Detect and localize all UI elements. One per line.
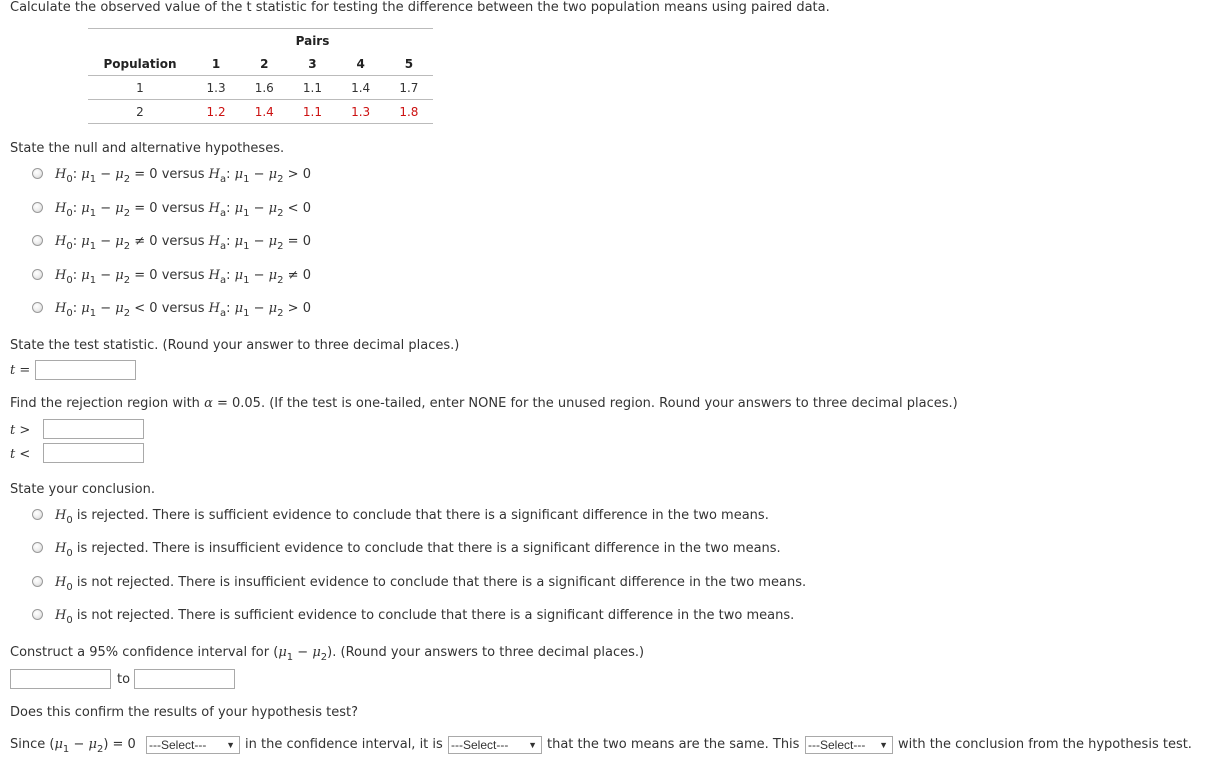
h-symbol: H — [55, 608, 67, 623]
subscript: a — [220, 275, 227, 286]
subscript: 1 — [243, 241, 250, 252]
hypothesis-option[interactable]: $H_0$: $\mu_1 - \mu_2 \ne 0$ versus $H_a$: $\mu_1 - \mu_2 = 0$ — [55, 234, 311, 252]
null-value: 0 — [149, 234, 158, 249]
subscript: 1 — [89, 174, 97, 185]
subscript: 0 — [66, 615, 73, 626]
conclusion-text: is rejected. There is insufficient evidence to conclude that there is a significant difference in the two means. — [76, 541, 781, 556]
minus-sign: − — [100, 201, 112, 216]
versus-label: versus — [161, 201, 205, 216]
subscript: 0 — [66, 275, 73, 286]
versus-label: versus — [161, 167, 205, 182]
versus-label: versus — [161, 268, 205, 283]
table-row — [88, 76, 433, 100]
subscript: 0 — [66, 515, 73, 526]
mu-symbol: μ — [115, 301, 124, 316]
hypothesis-option[interactable]: $H_0$: $\mu_1 - \mu_2 = 0$ versus $H_a$: $\mu_1 - \mu_2 < 0$ — [55, 201, 311, 219]
null-operator: = — [134, 167, 146, 182]
pairs-header: Pairs — [295, 33, 330, 48]
h-symbol: H — [55, 201, 67, 216]
pairs-table — [88, 28, 433, 124]
minus-sign: − — [100, 234, 112, 249]
table-cell: 1.3 — [351, 104, 371, 119]
subscript: 0 — [66, 208, 73, 219]
alt-operator: > — [287, 301, 299, 316]
hypothesis-option[interactable]: $H_0$: $\mu_1 - \mu_2 = 0$ versus $H_a$: $\mu_1 - \mu_2 \ne 0$ — [55, 268, 311, 286]
minus-sign: − — [253, 301, 265, 316]
subscript: 2 — [96, 744, 104, 755]
mu-symbol: μ — [115, 201, 124, 216]
row-label: 2 — [136, 104, 144, 119]
null-operator: ≠ — [134, 234, 146, 249]
subscript: 2 — [277, 174, 284, 185]
subscript: 1 — [89, 208, 97, 219]
alt-operator: > — [287, 167, 299, 182]
conclusion-text: is rejected. There is sufficient evidence to conclude that there is a significant difference in the two means. — [76, 508, 769, 523]
confidence-prompt: Construct a 95% confidence interval for $(\mu_1 - \mu_2)$. (Round your answers to three decimal places.) — [10, 645, 645, 663]
t-symbol: t — [10, 423, 16, 438]
column-header: 3 — [308, 56, 317, 71]
h-symbol: H — [55, 167, 67, 182]
subscript: a — [220, 241, 227, 252]
table-cell: 1.7 — [399, 80, 419, 95]
rejection-prompt-pre: Find the rejection region with — [10, 396, 200, 411]
table-cell: 1.4 — [351, 80, 371, 95]
minus-sign: − — [253, 201, 265, 216]
mu-symbol: μ — [115, 167, 124, 182]
subscript: a — [220, 174, 227, 185]
subscript: 1 — [243, 308, 250, 319]
conclusion-option[interactable] — [55, 608, 795, 626]
subscript: 1 — [243, 174, 250, 185]
t-statistic-input[interactable] — [35, 360, 136, 380]
h-symbol: H — [208, 234, 220, 249]
t-upper-input[interactable] — [43, 419, 144, 439]
table-cell: 1.4 — [254, 104, 274, 119]
mu-symbol: μ — [234, 201, 244, 216]
dropdown-arrow-icon: ▼ — [528, 740, 537, 750]
subscript: 2 — [277, 308, 284, 319]
conclusion-option[interactable] — [55, 541, 781, 559]
alt-operator: ≠ — [287, 268, 299, 283]
null-operator: < — [134, 301, 146, 316]
subscript: 0 — [66, 241, 73, 252]
table-cell: 1.2 — [206, 104, 226, 119]
confirm-prompt: Does this confirm the results of your hypothesis test? — [10, 705, 358, 720]
alpha-symbol: α — [204, 396, 213, 411]
table-cell: 1.6 — [254, 80, 274, 95]
dropdown-arrow-icon: ▼ — [879, 740, 888, 750]
hypothesis-radio[interactable] — [32, 202, 43, 213]
subscript: a — [220, 208, 227, 219]
alpha-value: = 0.05. — [216, 396, 266, 411]
h-symbol: H — [208, 301, 220, 316]
minus-sign: − — [100, 301, 112, 316]
mu-symbol: μ — [268, 268, 278, 283]
end-text: with the conclusion from the hypothesis test. — [898, 737, 1192, 752]
test-statistic-prompt: State the test statistic. (Round your answer to three decimal places.) — [10, 338, 460, 353]
subscript: 2 — [277, 208, 284, 219]
h-symbol: H — [55, 268, 67, 283]
less-sign: < — [19, 447, 31, 462]
subscript: 1 — [89, 308, 97, 319]
subscript: 2 — [320, 652, 328, 663]
conclusion-radio[interactable] — [32, 509, 43, 520]
hypothesis-option[interactable]: $H_0$: $\mu_1 - \mu_2 < 0$ versus $H_a$: $\mu_1 - \mu_2 > 0$ — [55, 301, 311, 319]
confidence-prompt-post: (Round your answers to three decimal places.) — [340, 645, 645, 660]
h-symbol: H — [208, 167, 220, 182]
minus-sign: − — [253, 268, 265, 283]
same-text: that the two means are the same. This — [547, 737, 800, 752]
subscript: 1 — [286, 652, 294, 663]
subscript: 2 — [277, 241, 284, 252]
hypothesis-radio[interactable] — [32, 302, 43, 313]
minus-sign: − — [297, 645, 309, 660]
t-equals-label: t = — [10, 363, 31, 378]
since-label: Since — [10, 737, 46, 752]
conclusion-radio[interactable] — [32, 542, 43, 553]
subscript: 0 — [66, 548, 73, 559]
intro-text: Calculate the observed value of the t statistic for testing the difference between the two population means using paired data. — [10, 0, 830, 15]
rejection-prompt-post: (If the test is one-tailed, enter NONE for the unused region. Round your answers to three decimal places.) — [269, 396, 958, 411]
mu-symbol: μ — [268, 301, 278, 316]
rejection-prompt — [10, 396, 958, 411]
alt-operator: < — [287, 201, 299, 216]
null-value: 0 — [149, 167, 158, 182]
minus-sign: − — [100, 167, 112, 182]
alt-value: 0 — [302, 167, 311, 182]
mu-symbol: μ — [312, 645, 321, 660]
plausibility-select[interactable] — [448, 736, 542, 754]
null-operator: = — [134, 201, 146, 216]
subscript: 0 — [66, 582, 73, 593]
select-value: ---Select--- — [451, 738, 509, 752]
in-interval-text: in the confidence interval, it is — [245, 737, 443, 752]
ci-lower-input[interactable] — [10, 669, 111, 689]
null-operator: = — [134, 268, 146, 283]
dropdown-arrow-icon: ▼ — [226, 740, 235, 750]
to-label: to — [117, 672, 131, 687]
subscript: a — [220, 308, 227, 319]
mu-symbol: μ — [81, 301, 90, 316]
interval-contains-select[interactable] — [146, 736, 240, 754]
mu-symbol: μ — [88, 737, 97, 752]
null-value: 0 — [149, 201, 158, 216]
mu-symbol: μ — [54, 737, 63, 752]
h-symbol: H — [55, 301, 67, 316]
hypotheses-prompt: State the null and alternative hypotheses. — [10, 141, 285, 156]
h-symbol: H — [55, 575, 67, 590]
select-value: ---Select--- — [149, 738, 207, 752]
mu-symbol: μ — [115, 268, 124, 283]
h-symbol: H — [208, 268, 220, 283]
hypothesis-radio[interactable] — [32, 235, 43, 246]
minus-sign: − — [253, 167, 265, 182]
equals-zero: = 0 — [112, 737, 136, 752]
table-cell: 1.1 — [302, 80, 323, 95]
conclusion-text: is not rejected. There is insufficient evidence to conclude that there is a significant difference in the two means. — [76, 575, 807, 590]
conclusion-option[interactable] — [55, 508, 769, 526]
alt-value: 0 — [302, 201, 311, 216]
column-header: 1 — [211, 56, 221, 71]
conclusion-prompt: State your conclusion. — [10, 482, 155, 497]
conclusion-text: is not rejected. There is sufficient evidence to conclude that there is a significant difference in the two means. — [76, 608, 795, 623]
versus-label: versus — [161, 234, 205, 249]
mu-symbol: μ — [234, 268, 244, 283]
t-symbol: t — [10, 447, 16, 462]
alt-operator: = — [287, 234, 299, 249]
since-text: Since $(\mu_1 - \mu_2) = 0$ — [10, 737, 136, 755]
t-lower-input[interactable] — [43, 443, 144, 463]
subscript: 1 — [62, 744, 70, 755]
null-value: 0 — [149, 301, 158, 316]
column-header: 5 — [404, 56, 414, 71]
subscript: 1 — [89, 275, 97, 286]
mu-symbol: μ — [268, 234, 278, 249]
ci-upper-input[interactable] — [134, 669, 235, 689]
hypothesis-radio[interactable] — [32, 168, 43, 179]
subscript: 2 — [123, 241, 131, 252]
mu-symbol: μ — [81, 234, 90, 249]
column-header: 4 — [356, 56, 365, 71]
table-cell: 1.8 — [399, 104, 419, 119]
h-symbol: H — [208, 201, 220, 216]
row-label: 1 — [136, 80, 144, 95]
mu-symbol: μ — [278, 645, 287, 660]
subscript: 0 — [66, 308, 73, 319]
minus-sign: − — [73, 737, 85, 752]
subscript: 2 — [123, 275, 131, 286]
minus-sign: − — [253, 234, 265, 249]
column-header: 2 — [260, 56, 269, 71]
subscript: 2 — [123, 174, 131, 185]
subscript: 2 — [123, 208, 131, 219]
t-less-label — [10, 447, 30, 462]
mu-symbol: μ — [81, 268, 90, 283]
mu-symbol: μ — [268, 167, 278, 182]
table-cell: 1.1 — [302, 104, 323, 119]
alt-value: 0 — [302, 301, 311, 316]
versus-label: versus — [161, 301, 205, 316]
conclusion-option[interactable] — [55, 575, 807, 593]
subscript: 1 — [243, 208, 250, 219]
mu-symbol: μ — [81, 167, 90, 182]
confidence-prompt-pre: Construct a 95% confidence interval for — [10, 645, 270, 660]
table-row — [88, 100, 433, 124]
greater-sign: > — [19, 423, 31, 438]
alt-value: 0 — [302, 234, 311, 249]
subscript: 2 — [277, 275, 284, 286]
mu-symbol: μ — [234, 301, 244, 316]
h-symbol: H — [55, 508, 67, 523]
h-symbol: H — [55, 541, 67, 556]
null-value: 0 — [149, 268, 158, 283]
select-value: ---Select--- — [808, 738, 866, 752]
table-cell: 1.3 — [206, 80, 226, 95]
agreement-select[interactable] — [805, 736, 893, 754]
hypothesis-option[interactable]: $H_0$: $\mu_1 - \mu_2 = 0$ versus $H_a$: $\mu_1 - \mu_2 > 0$ — [55, 167, 311, 185]
conclusion-radio[interactable] — [32, 576, 43, 587]
subscript: 0 — [66, 174, 73, 185]
mu-symbol: μ — [268, 201, 278, 216]
mu-symbol: μ — [234, 234, 244, 249]
alt-value: 0 — [302, 268, 311, 283]
minus-sign: − — [100, 268, 112, 283]
conclusion-radio[interactable] — [32, 609, 43, 620]
subscript: 1 — [89, 241, 97, 252]
h-symbol: H — [55, 234, 67, 249]
subscript: 1 — [243, 275, 250, 286]
population-header: Population — [103, 56, 177, 71]
mu-symbol: μ — [115, 234, 124, 249]
mu-symbol: μ — [234, 167, 244, 182]
hypothesis-radio[interactable] — [32, 269, 43, 280]
t-greater-label — [10, 423, 30, 438]
subscript: 2 — [123, 308, 131, 319]
mu-symbol: μ — [81, 201, 90, 216]
